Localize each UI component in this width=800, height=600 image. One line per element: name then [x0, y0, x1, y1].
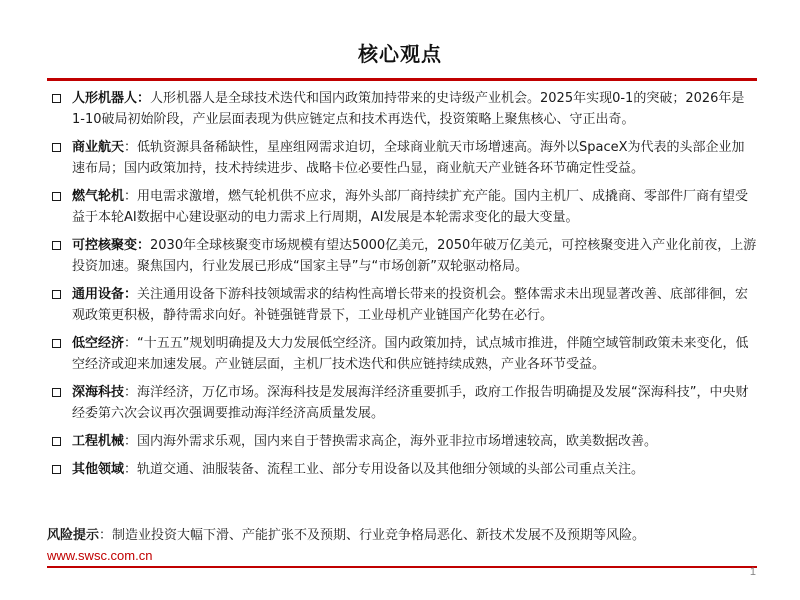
risk-note — [47, 525, 757, 546]
key-point-item — [47, 137, 757, 179]
key-point-item — [47, 333, 757, 375]
key-point-item — [47, 284, 757, 326]
key-point-text: ：海洋经济，万亿市场。深海科技是发展海洋经济重要抓手，政府工作报告明确提及发展“深海科技”，中央财经委第六次会议再次强调要推动海洋经济高质量发展。 — [72, 385, 749, 421]
key-point-keyword: 可控核聚变： — [72, 238, 151, 253]
key-point-text: 人形机器人是全球技术迭代和国内政策加持带来的史诗级产业机会。2025年实现0-1的突破；2026年是1-10破局初始阶段，产业层面表现为供应链定点和技术再迭代，投资策略上聚焦核心、守正出奇。 — [72, 91, 745, 127]
key-point-text: 2030年全球核聚变市场规模有望达5000亿美元，2050年破万亿美元，可控核聚变进入产业化前夜，上游投资加速。聚焦国内，行业发展已形成“国家主导”与“市场创新”双轮驱动格局。 — [72, 238, 757, 274]
key-point-text: ：用电需求激增，燃气轮机供不应求，海外头部厂商持续扩充产能。国内主机厂、成撬商、零部件厂商有望受益于本轮AI数据中心建设驱动的电力需求上行周期，AI发展是本轮需求变化的最大变量。 — [72, 189, 749, 225]
website-link[interactable]: www.swsc.com.cn — [47, 548, 153, 563]
key-points-list — [47, 88, 757, 487]
key-point-item — [47, 459, 757, 480]
square-bullet-icon — [52, 192, 61, 201]
page-title: 核心观点 — [358, 42, 442, 66]
key-point-item — [47, 186, 757, 228]
key-point-keyword: 深海科技 — [72, 385, 125, 400]
title-divider — [47, 78, 757, 81]
key-point-keyword: 其他领域 — [72, 462, 125, 477]
key-point-text: ：轨道交通、油服装备、流程工业、部分专用设备以及其他细分领域的头部公司重点关注。 — [124, 462, 645, 477]
square-bullet-icon — [52, 465, 61, 474]
square-bullet-icon — [52, 241, 61, 250]
key-point-text: ：低轨资源具备稀缺性，星座组网需求迫切，全球商业航天市场增速高。海外以SpaceX为代表的头部企业加速布局；国内政策加持，技术持续进步、战略卡位必要性凸显，商业航天产业链各环节确定性受益。 — [72, 140, 745, 176]
key-point-text: 关注通用设备下游科技领域需求的结构性高增长带来的投资机会。整体需求未出现显著改善、底部徘徊，宏观政策更积极，静待需求向好。补链强链背景下，工业母机产业链国产化势在必行。 — [72, 287, 749, 323]
page-number: 1 — [749, 566, 756, 578]
square-bullet-icon — [52, 94, 61, 103]
square-bullet-icon — [52, 339, 61, 348]
key-point-item — [47, 431, 757, 452]
key-point-item — [47, 235, 757, 277]
risk-label: 风险提示 — [47, 528, 100, 543]
key-point-text: ：“十五五”规划明确提及大力发展低空经济。国内政策加持，试点城市推进，伴随空域管制政策未来变化，低空经济或迎来加速发展。产业链层面，主机厂技术迭代和供应链持续成熟，产业各环节受益。 — [72, 336, 749, 372]
key-point-keyword: 通用设备： — [72, 287, 138, 302]
square-bullet-icon — [52, 388, 61, 397]
key-point-keyword: 燃气轮机 — [72, 189, 125, 204]
footer-divider — [47, 566, 757, 568]
key-point-keyword: 人形机器人： — [72, 91, 151, 106]
key-point-text: ：国内海外需求乐观，国内来自于替换需求高企，海外亚非拉市场增速较高，欧美数据改善。 — [124, 434, 658, 449]
square-bullet-icon — [52, 437, 61, 446]
key-point-keyword: 低空经济 — [72, 336, 125, 351]
square-bullet-icon — [52, 290, 61, 299]
key-point-keyword: 工程机械 — [72, 434, 125, 449]
square-bullet-icon — [52, 143, 61, 152]
key-point-item — [47, 382, 757, 424]
key-point-item — [47, 88, 757, 130]
risk-text: ：制造业投资大幅下滑、产能扩张不及预期、行业竞争格局恶化、新技术发展不及预期等风险。 — [99, 528, 646, 543]
key-point-keyword: 商业航天 — [72, 140, 125, 155]
